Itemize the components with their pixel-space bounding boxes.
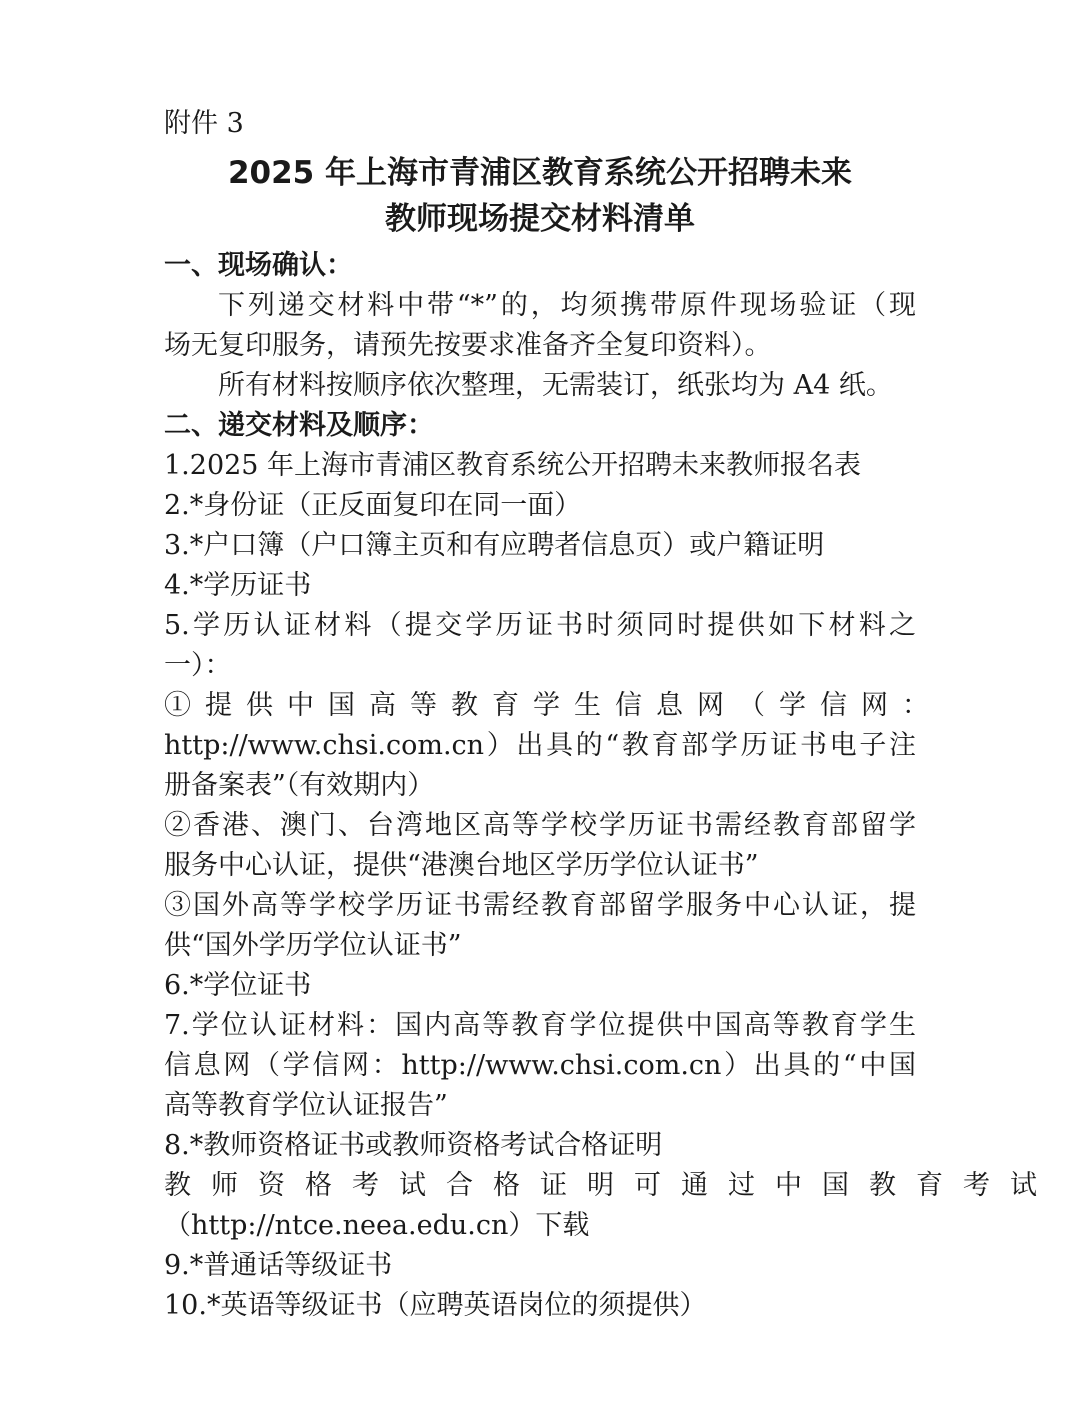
list-item-5-sub-2-line-2: 服务中心认证，提供“港澳台地区学历学位认证书” — [164, 850, 759, 881]
list-item-3: 3.*户口簿（户口簿主页和有应聘者信息页）或户籍证明 — [164, 530, 825, 561]
section-1-paragraph-1-line-2: 场无复印服务，请预先按要求准备齐全复印资料）。 — [164, 330, 772, 361]
list-item-7-line-2: 信息网（学信网：http://www.chsi.com.cn）出具的“中国 — [164, 1050, 916, 1081]
section-1-paragraph-2-line-1: 所有材料按顺序依次整理，无需装订，纸张均为 A4 纸。 — [218, 370, 893, 401]
list-item-5-sub-3-line-2: 供“国外学历学位认证书” — [164, 930, 462, 961]
list-item-7-line-1: 7.学位认证材料：国内高等教育学位提供中国高等教育学生 — [164, 1010, 916, 1041]
list-item-5-line-1: 5.学历认证材料（提交学历证书时须同时提供如下材料之 — [164, 610, 916, 641]
list-item-4: 4.*学历证书 — [164, 570, 312, 601]
section-1-heading: 一、现场确认： — [164, 250, 353, 281]
document-page — [164, 100, 1057, 1326]
list-item-10: 10.*英语等级证书（应聘英语岗位的须提供） — [164, 1290, 707, 1321]
list-item-5-sub-3-line-1: ③国外高等学校学历证书需经教育部留学服务中心认证，提 — [164, 890, 916, 921]
list-item-5-line-2: 一）： — [164, 650, 232, 681]
list-item-7-line-3: 高等教育学位认证报告” — [164, 1090, 448, 1121]
section-1-paragraph-1-line-1: 下列递交材料中带“*”的，均须携带原件现场验证（现 — [218, 290, 916, 321]
list-item-9: 9.*普通话等级证书 — [164, 1250, 393, 1281]
list-item-8-line-1: 8.*教师资格证书或教师资格考试合格证明 — [164, 1130, 663, 1161]
section-2-heading: 二、递交材料及顺序： — [164, 410, 434, 441]
document-title-line-2: 教师现场提交材料清单 — [385, 201, 695, 237]
list-item-2: 2.*身份证（正反面复印在同一面） — [164, 490, 582, 521]
list-item-5-sub-1-line-2: http://www.chsi.com.cn）出具的“教育部学历证书电子注 — [164, 730, 916, 761]
list-item-6: 6.*学位证书 — [164, 970, 312, 1001]
list-item-1: 1.2025 年上海市青浦区教育系统公开招聘未来教师报名表 — [164, 450, 862, 481]
list-item-8-line-3: （http://ntce.neea.edu.cn）下载 — [164, 1210, 590, 1241]
list-item-8-line-2: 教师资格考试合格证明可通过中国教育考试 — [164, 1170, 1057, 1201]
document-title-line-1: 2025 年上海市青浦区教育系统公开招聘未来 — [227, 155, 853, 191]
attachment-label: 附件 3 — [164, 108, 244, 139]
list-item-5-sub-1-line-1: ①提供中国高等教育学生信息网（学信网： — [164, 690, 943, 721]
list-item-5-sub-1-line-3: 册备案表”（有效期内） — [164, 770, 435, 801]
list-item-5-sub-2-line-1: ②香港、澳门、台湾地区高等学校学历证书需经教育部留学 — [164, 810, 916, 841]
